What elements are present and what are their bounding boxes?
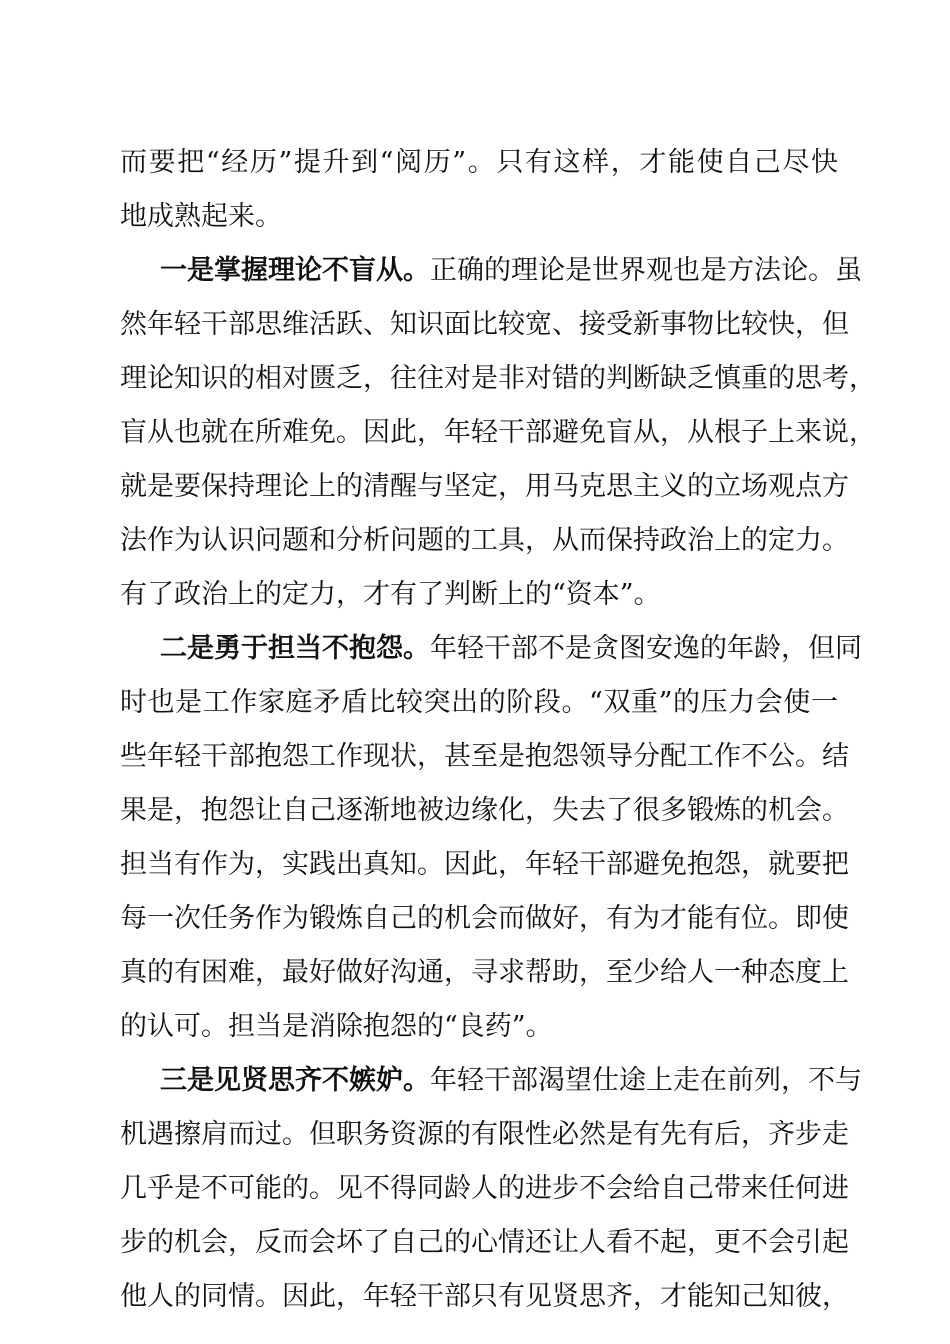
text-line: 地成熟起来。 bbox=[120, 201, 282, 232]
section-1-paragraph bbox=[120, 244, 876, 622]
text-line: 时也是工作家庭矛盾比较突出的阶段。“双重”的压力会使一 bbox=[120, 687, 838, 718]
section-1-first-line-text: 正确的理论是世界观也是方法论。虽 bbox=[430, 255, 862, 286]
text-line: 些年轻干部抱怨工作现状，甚至是抱怨领导分配工作不公。结 bbox=[120, 741, 849, 772]
document-body bbox=[120, 136, 876, 1324]
section-3-heading: 三是见贤思齐不嫉妒。 bbox=[160, 1065, 430, 1096]
section-3-first-line-text: 年轻干部渴望仕途上走在前列，不与 bbox=[430, 1065, 862, 1096]
section-1-first-line bbox=[120, 244, 862, 298]
section-3-paragraph bbox=[120, 1054, 862, 1324]
text-line: 有了政治上的定力，才有了判断上的“资本”。 bbox=[120, 579, 661, 610]
text-line: 机遇擦肩而过。但职务资源的有限性必然是有先有后，齐步走 bbox=[120, 1119, 849, 1150]
text-line: 法作为认识问题和分析问题的工具，从而保持政治上的定力。 bbox=[120, 525, 849, 556]
section-2-heading: 二是勇于担当不抱怨。 bbox=[160, 633, 430, 664]
text-line: 就是要保持理论上的清醒与坚定，用马克思主义的立场观点方 bbox=[120, 471, 849, 502]
text-line: 几乎是不可能的。见不得同龄人的进步不会给自己带来任何进 bbox=[120, 1173, 849, 1204]
section-2-first-line-text: 年轻干部不是贪图安逸的年龄，但同 bbox=[430, 633, 862, 664]
text-line: 盲从也就在所难免。因此，年轻干部避免盲从，从根子上来说， bbox=[120, 417, 876, 448]
text-line: 他人的同情。因此，年轻干部只有见贤思齐，才能知己知彼， bbox=[120, 1281, 849, 1312]
text-line: 担当有作为，实践出真知。因此，年轻干部避免抱怨，就要把 bbox=[120, 849, 849, 880]
section-1-heading: 一是掌握理论不盲从。 bbox=[160, 255, 430, 286]
text-line: 理论知识的相对匮乏，往往对是非对错的判断缺乏慎重的思考， bbox=[120, 363, 876, 394]
section-2-paragraph bbox=[120, 622, 862, 1054]
text-line: 而要把“经历”提升到“阅历”。只有这样，才能使自己尽快 bbox=[120, 147, 838, 178]
text-line: 果是，抱怨让自己逐渐地被边缘化，失去了很多锻炼的机会。 bbox=[120, 795, 849, 826]
text-line: 的认可。担当是消除抱怨的“良药”。 bbox=[120, 1011, 553, 1042]
text-line: 步的机会，反而会坏了自己的心情还让人看不起，更不会引起 bbox=[120, 1227, 849, 1258]
text-line: 真的有困难，最好做好沟通，寻求帮助，至少给人一种态度上 bbox=[120, 957, 849, 988]
section-3-first-line bbox=[120, 1054, 862, 1108]
intro-paragraph bbox=[120, 136, 838, 244]
section-2-first-line bbox=[120, 622, 862, 676]
text-line: 每一次任务作为锻炼自己的机会而做好，有为才能有位。即使 bbox=[120, 903, 849, 934]
text-line: 然年轻干部思维活跃、知识面比较宽、接受新事物比较快，但 bbox=[120, 309, 849, 340]
